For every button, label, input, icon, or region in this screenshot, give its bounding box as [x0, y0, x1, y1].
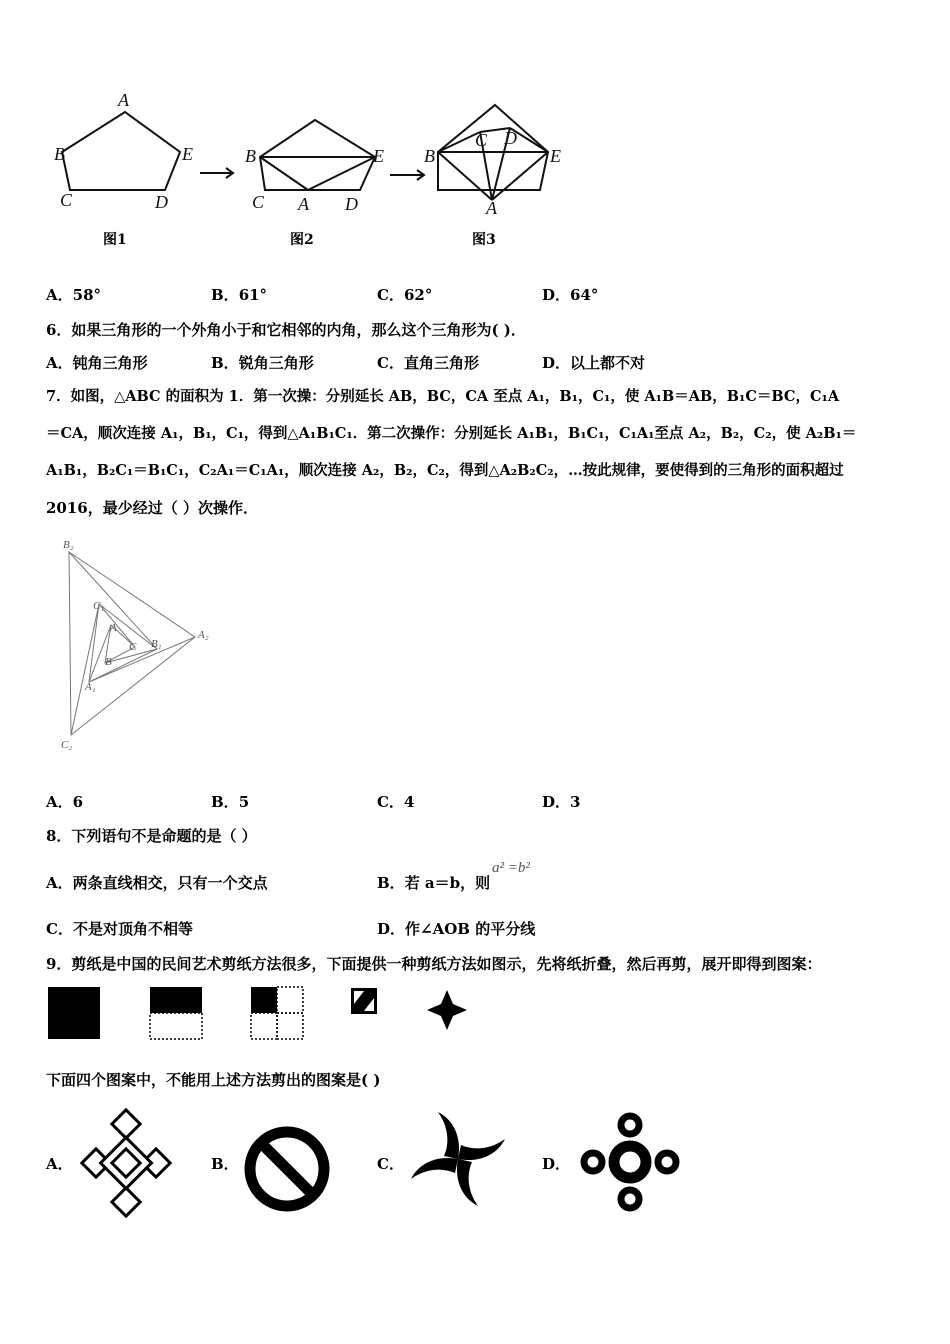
fig-label-b2: B₂	[63, 539, 74, 551]
fig1-label-d: D	[155, 192, 168, 212]
q5-option-a: A．58°	[46, 286, 102, 304]
q9-sub-stem: 下面四个图案中，不能用上述方法剪出的图案是( )	[46, 1071, 381, 1089]
fig2-label-e: E	[373, 146, 384, 166]
figure-caption-2: 图2	[290, 232, 314, 248]
q7-stem-line3: A₁B₁，B₂C₁＝B₁C₁，C₂A₁＝C₁A₁，顺次连接 A₂，B₂，C₂，得到△A₂B₂C₂，…按此规律，要使得到的三角形的面积超过	[46, 462, 844, 479]
fig-label-a2: A₂	[198, 629, 209, 641]
fig-label-c2: C₂	[61, 739, 73, 751]
fig3-label-c: C	[475, 130, 488, 150]
q9-option-d-label: D．	[542, 1155, 571, 1173]
paper-folding-steps	[46, 984, 486, 1042]
pattern-d-ring-clover	[576, 1108, 684, 1216]
q8-option-b: B．若 a＝b，则	[377, 874, 491, 892]
q7-stem-line4: 2016，最少经过（ ）次操作．	[46, 499, 258, 517]
q8-option-c: C．不是对顶角不相等	[46, 920, 193, 938]
fig1-label-b: B	[54, 144, 65, 164]
figure-caption-1: 图1	[103, 232, 127, 248]
fig-label-a1: A₁	[85, 681, 96, 693]
q8-option-d: D．作∠AOB 的平分线	[377, 920, 536, 938]
q7-option-b: B．5	[211, 793, 250, 811]
fig3-label-a: A	[486, 198, 497, 218]
q6-option-c: C．直角三角形	[377, 354, 479, 372]
q6-option-a: A．钝角三角形	[46, 354, 148, 372]
q8-option-a: A．两条直线相交，只有一个交点	[46, 874, 268, 892]
fig-label-c: C	[129, 641, 137, 653]
pattern-b-prohibited-circle	[240, 1122, 334, 1216]
q8-formula: a² =b²	[492, 860, 530, 876]
pattern-c-pinwheel	[404, 1108, 512, 1210]
q8-stem: 8．下列语句不是命题的是（ ）	[46, 827, 257, 845]
fig2-label-a: A	[298, 194, 309, 214]
fig3-label-b: B	[424, 146, 435, 166]
q7-option-a: A．6	[46, 793, 84, 811]
q6-option-d: D．以上都不对	[542, 354, 646, 372]
q7-stem-line1: 7．如图，△ABC 的面积为 1．第一次操：分别延长 AB，BC，CA 至点 A₁，B₁，C₁，使 A₁B＝AB，B₁C＝BC，C₁A	[46, 388, 840, 405]
fig1-label-a: A	[118, 90, 129, 110]
q7-stem-line2: ＝CA，顺次连接 A₁，B₁，C₁，得到△A₁B₁C₁．第二次操作：分别延长 A₁B₁，B₁C₁，C₁A₁至点 A₂，B₂，C₂，使 A₂B₁＝	[46, 425, 857, 442]
q9-stem: 9．剪纸是中国的民间艺术剪纸方法很多，下面提供一种剪纸方法如图示，先将纸折叠，然后再剪，展开即得到图案：	[46, 955, 822, 973]
fig1-label-c: C	[60, 190, 73, 210]
fig-label-b1: B₁	[151, 638, 162, 650]
q9-option-a-label: A．	[46, 1155, 73, 1173]
fig2-label-d: D	[345, 194, 358, 214]
q9-option-b-label: B．	[211, 1155, 239, 1173]
fig-label-a: A	[110, 622, 117, 634]
q7-option-c: C．4	[377, 793, 415, 811]
fig3-label-e: E	[550, 146, 561, 166]
figure-caption-3: 图3	[472, 232, 496, 248]
q6-stem: 6．如果三角形的一个外角小于和它相邻的内角，那么这个三角形为( )．	[46, 321, 526, 339]
q5-option-d: D．64°	[542, 286, 599, 304]
triangle-figure	[55, 535, 225, 755]
pattern-a-diamonds	[78, 1106, 178, 1218]
fig2-label-b: B	[245, 146, 256, 166]
pentagon-figures	[40, 90, 580, 225]
fig1-label-e: E	[182, 144, 193, 164]
q6-option-b: B．锐角三角形	[211, 354, 314, 372]
fig-label-c1: C₁	[93, 600, 105, 612]
q9-option-c-label: C．	[377, 1155, 404, 1173]
fig2-label-c: C	[252, 192, 265, 212]
q5-option-b: B．61°	[211, 286, 268, 304]
q7-option-d: D．3	[542, 793, 581, 811]
fig3-label-d: D	[504, 128, 517, 148]
fig-label-b: B	[105, 656, 112, 668]
q5-option-c: C．62°	[377, 286, 433, 304]
